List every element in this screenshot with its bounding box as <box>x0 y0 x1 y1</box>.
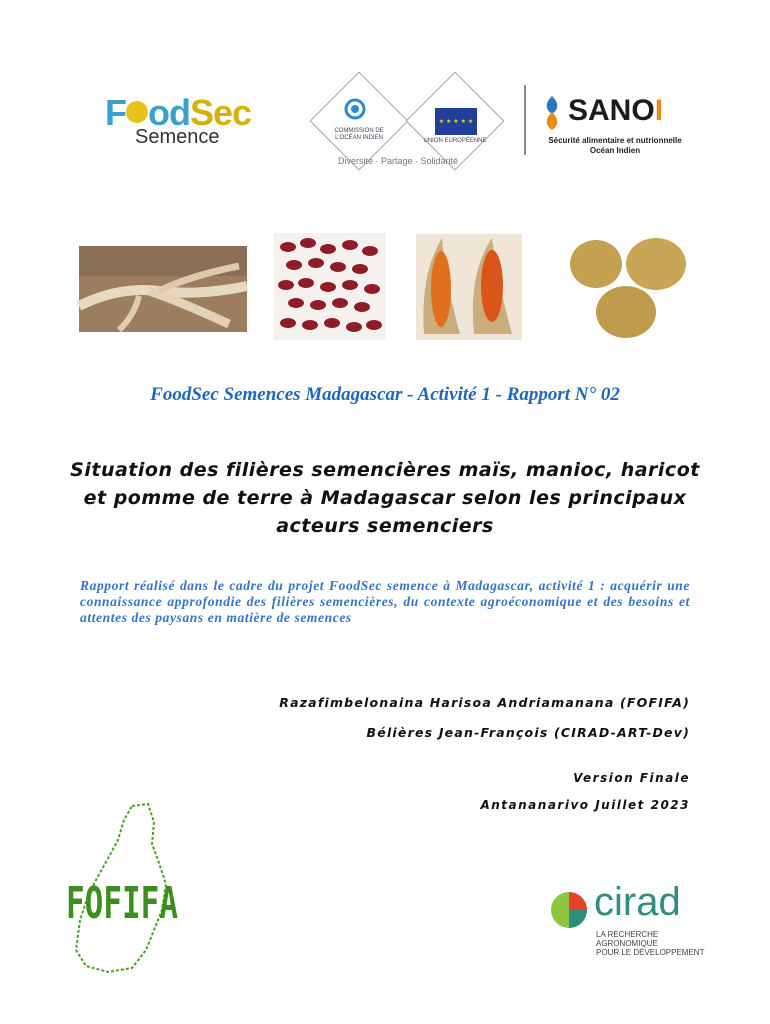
logo-divider <box>524 85 526 155</box>
foodsec-semence-logo: F odSec Semence <box>105 92 252 148</box>
sanoi-logo: SANOI Sécurité alimentaire et nutrionnelle Océan Indien <box>540 92 700 162</box>
version-label: Version Finale <box>573 771 690 785</box>
foodsec-subtitle: Semence <box>135 126 220 148</box>
coi-swirl-icon <box>344 98 366 120</box>
main-title: Situation des filières semencières maïs, manioc, haricot et pomme de terre à Madagascar selon les principaux acteurs semenciers <box>70 459 700 537</box>
place-date: Antananarivo Juillet 2023 <box>480 798 690 812</box>
red-beans-photo <box>274 233 386 340</box>
author-1: Razafimbelonaina Harisoa Andriamanana (FOFIFA) <box>279 695 690 710</box>
eu-flag-icon: ★ ★ ★ ★ ★ <box>435 108 477 135</box>
coi-eu-logo: COMMISSION DE L'OCÉAN INDIEN ★ ★ ★ ★ ★ UNION EUROPÉENNE Diversité · Partage · Solidarité <box>302 78 522 168</box>
coi-motto: Diversité · Partage · Solidarité <box>338 156 459 166</box>
potatoes-photo <box>566 234 692 342</box>
authors-block <box>200 688 690 748</box>
abstract-text: Rapport réalisé dans le cadre du projet FoodSec semence à Madagascar, activité 1 : acquérir une connaissance approfondie des filières semencières, du contexte agroéconomique et des besoins et attentes des paysans en matière de semences <box>80 578 690 625</box>
report-title: FoodSec Semences Madagascar - Activité 1 - Rapport N° 02 <box>150 384 620 405</box>
cassava-photo <box>79 246 247 332</box>
svg-text:FOFIFA: FOFIFA <box>66 878 178 929</box>
cirad-logo: cirad LA RECHERCHE AGRONOMIQUE POUR LE DÉVELOPPEMENT <box>548 886 718 956</box>
fofifa-logo <box>62 800 182 975</box>
sun-leaf-icon <box>126 101 148 123</box>
version-block <box>380 765 690 819</box>
cirad-leaf-icon <box>548 890 590 930</box>
author-2: Bélières Jean-François (CIRAD-ART-Dev) <box>366 725 690 740</box>
sanoi-flame-icon <box>540 94 564 132</box>
corn-photo <box>416 234 522 340</box>
